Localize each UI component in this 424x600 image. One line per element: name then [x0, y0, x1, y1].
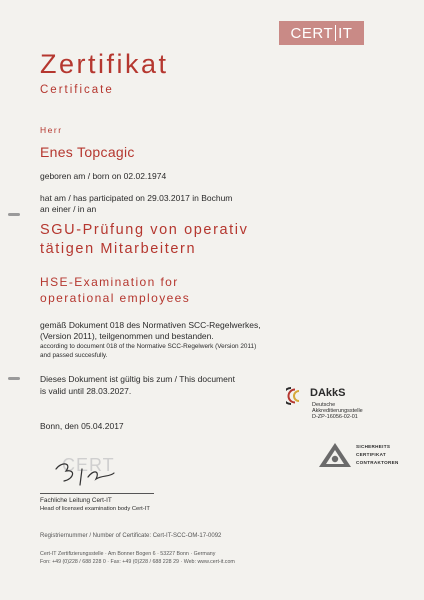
born-line [40, 171, 166, 181]
signature-area [42, 455, 152, 491]
scc-initial-c2: C [356, 460, 360, 465]
according-en-line-2: and passed succesfully. [40, 352, 108, 359]
punch-hole-mark [8, 213, 20, 216]
dakks-line-1: Deutsche [312, 402, 336, 408]
scc-line-zertifikat [356, 452, 386, 457]
validity-date: 28.03.2027. [86, 386, 132, 396]
certificate-subtitle: Certificate [40, 84, 114, 96]
according-en-line-1: according to document 018 of the Normative SCC-Regelwerk (Version 2011) [40, 343, 257, 350]
footer-address: Cert-IT Zertifizierungsstelle · Am Bonner Bogen 6 · 53227 Bonn · Germany [40, 551, 216, 557]
according-de-line-2: (Version 2011), teilgenommen und bestanden. [40, 331, 214, 341]
participation-line [40, 193, 232, 203]
dakks-name: DAkkS [310, 387, 346, 399]
salutation: Herr [40, 125, 63, 135]
scc-initial-c1: C [356, 452, 360, 457]
logo-text-it: IT [338, 24, 353, 42]
participation-date: 29.03.2017 [147, 193, 190, 203]
validity-line-1: Dieses Dokument ist gültig bis zum / This document [40, 374, 235, 384]
holder-name: Enes Topcagic [40, 144, 135, 160]
dakks-logo-icon [286, 386, 308, 406]
cert-it-logo [279, 21, 364, 45]
born-date: 02.02.1974 [123, 171, 167, 181]
scc-rest-sicherheits: ICHERHEITS [359, 444, 391, 449]
participation-place: Bochum [201, 193, 233, 203]
punch-hole-mark [8, 377, 20, 380]
scc-line-sicherheits [356, 444, 390, 449]
certificate-title: Zertifikat [40, 49, 169, 79]
signature-watermark: CERT [62, 455, 115, 475]
participation-in: in [192, 193, 199, 203]
scc-line-kontraktoren [356, 460, 399, 465]
participation-line-2: an einer / in an [40, 204, 97, 214]
validity-line-2 [40, 386, 131, 396]
registration-number: Registriernummer / Number of Certificate: Cert-IT-SCC-OM-17-0092 [40, 533, 222, 539]
signatory-de: Fachliche Leitung Cert-IT [40, 497, 112, 504]
scc-rest-kontraktoren: ONTRAKTOREN [359, 460, 399, 465]
dakks-registration: D-ZP-16056-02-01 [312, 414, 358, 420]
according-de-line-1: gemäß Dokument 018 des Normativen SCC-Regelwerkes, [40, 320, 261, 330]
validity-label: is valid until [40, 386, 84, 396]
signature-line [40, 493, 154, 494]
logo-text-cert: CERT [290, 24, 334, 42]
signatory-en: Head of licensed examination body Cert-IT [40, 506, 150, 512]
dakks-line-2: Akkreditierungsstelle [312, 408, 363, 414]
place-date: Bonn, den 05.04.2017 [40, 421, 124, 431]
born-label: geboren am / born on [40, 171, 122, 181]
participation-label: hat am / has participated on [40, 193, 145, 203]
exam-title-de: SGU-Prüfung von operativ tätigen Mitarbeitern [40, 222, 249, 257]
footer-contact: Fon: +49 (0)228 / 688 228 0 · Fax: +49 (0)228 / 688 228 29 · Web: www.cert-it.com [40, 559, 235, 565]
scc-rest-zertifikat: ERTIFIKAT [359, 452, 386, 457]
scc-initial-s: S [356, 444, 360, 449]
scc-triangle-icon [318, 442, 352, 468]
handwritten-signature-icon [42, 455, 152, 491]
logo-divider [335, 25, 336, 41]
exam-title-en: HSE-Examination for operational employees [40, 275, 191, 305]
